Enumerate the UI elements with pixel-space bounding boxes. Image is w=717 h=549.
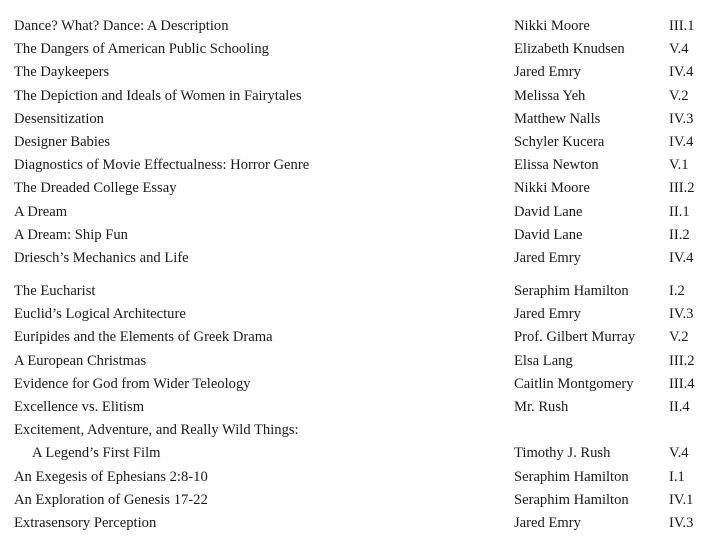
entry-author: Elsa Lang [514, 352, 573, 369]
entry-author: Nikki Moore [514, 180, 590, 197]
entry-title: The Dangers of American Public Schooling [14, 41, 269, 58]
entry-title: Diagnostics of Movie Effectualness: Horror Genre [14, 157, 310, 174]
entry-title: Evidence for God from Wider Teleology [14, 375, 251, 392]
entry-reference: IV.3 [669, 306, 694, 323]
entry-reference: III.4 [669, 375, 695, 392]
index-listing [14, 15, 714, 535]
entry-author: Jared Emry [514, 306, 581, 323]
entry-reference: IV.3 [669, 514, 694, 531]
entry-title: A Legend’s First Film [32, 445, 161, 462]
index-entry [14, 177, 714, 200]
index-entry [14, 350, 714, 373]
index-entry [14, 373, 714, 396]
entry-author: Seraphim Hamilton [514, 283, 629, 300]
entry-author: Seraphim Hamilton [514, 491, 629, 508]
entry-reference: IV.4 [669, 249, 694, 266]
entry-title: The Eucharist [14, 283, 96, 300]
entry-title: A Dream: Ship Fun [14, 226, 128, 243]
index-entry [14, 108, 714, 131]
index-entry [14, 489, 714, 512]
entry-author: Nikki Moore [514, 18, 590, 34]
entry-reference: IV.3 [669, 110, 694, 127]
entry-title: Euripides and the Elements of Greek Drama [14, 329, 273, 346]
entry-reference: IV.4 [669, 64, 694, 81]
entry-author: Melissa Yeh [514, 87, 586, 104]
index-entry [14, 247, 714, 270]
entry-reference: I.2 [669, 283, 685, 300]
entry-author: Elizabeth Knudsen [514, 41, 625, 58]
entry-reference: IV.1 [669, 491, 694, 508]
entry-title: The Depiction and Ideals of Women in Fairytales [14, 87, 302, 104]
entry-author: Matthew Nalls [514, 110, 601, 127]
entry-reference: II.1 [669, 203, 690, 220]
index-entry [14, 154, 714, 177]
entry-reference: III.1 [669, 18, 695, 34]
entry-title: An Exegesis of Ephesians 2:8-10 [14, 468, 208, 485]
entry-reference: V.2 [669, 87, 689, 104]
entry-reference: I.1 [669, 468, 685, 485]
entry-title: Driesch’s Mechanics and Life [14, 249, 189, 266]
entry-author: Jared Emry [514, 514, 581, 531]
entry-reference: II.2 [669, 226, 690, 243]
entry-title: Desensitization [14, 110, 104, 127]
index-entry [14, 419, 714, 442]
entry-title: Dance? What? Dance: A Description [14, 18, 229, 34]
index-entry [14, 224, 714, 247]
entry-reference: III.2 [669, 180, 695, 197]
entry-title: Extrasensory Perception [14, 514, 157, 531]
entry-reference: V.2 [669, 329, 689, 346]
entry-reference: III.2 [669, 352, 695, 369]
index-entry [14, 512, 714, 535]
entry-author: Seraphim Hamilton [514, 468, 629, 485]
index-entry-continuation [14, 442, 714, 465]
index-entry [14, 15, 714, 38]
entry-reference: V.4 [669, 445, 689, 462]
entry-author: Jared Emry [514, 249, 581, 266]
index-entry [14, 280, 714, 303]
index-entry [14, 131, 714, 154]
index-entry [14, 201, 714, 224]
entry-title: Designer Babies [14, 133, 111, 150]
entry-title: Excellence vs. Elitism [14, 399, 145, 415]
entry-title: Excitement, Adventure, and Really Wild Things: [14, 422, 299, 439]
entry-reference: V.1 [669, 157, 689, 174]
entry-author: Prof. Gilbert Murray [514, 329, 636, 346]
entry-author: Mr. Rush [514, 399, 569, 415]
entry-author: Timothy J. Rush [514, 445, 611, 462]
index-entry [14, 85, 714, 108]
entry-title: An Exploration of Genesis 17-22 [14, 491, 208, 508]
index-entry [14, 61, 714, 84]
entry-title: A Dream [14, 203, 68, 220]
entry-title: Euclid’s Logical Architecture [14, 306, 186, 323]
entry-title: The Daykeepers [14, 64, 110, 81]
entry-author: Elissa Newton [514, 157, 599, 174]
entry-author: Schyler Kucera [514, 133, 605, 150]
entry-author: David Lane [514, 226, 583, 243]
entry-author: Caitlin Montgomery [514, 375, 634, 392]
entry-reference: IV.4 [669, 133, 694, 150]
entry-reference: V.4 [669, 41, 689, 58]
index-entry [14, 396, 714, 419]
entry-title: The Dreaded College Essay [14, 180, 177, 197]
entry-author: Jared Emry [514, 64, 581, 81]
entry-author: David Lane [514, 203, 583, 220]
entry-title: A European Christmas [14, 352, 147, 369]
index-entry [14, 326, 714, 349]
entry-reference: II.4 [669, 399, 690, 415]
index-entry [14, 303, 714, 326]
index-entry [14, 38, 714, 61]
index-entry [14, 466, 714, 489]
